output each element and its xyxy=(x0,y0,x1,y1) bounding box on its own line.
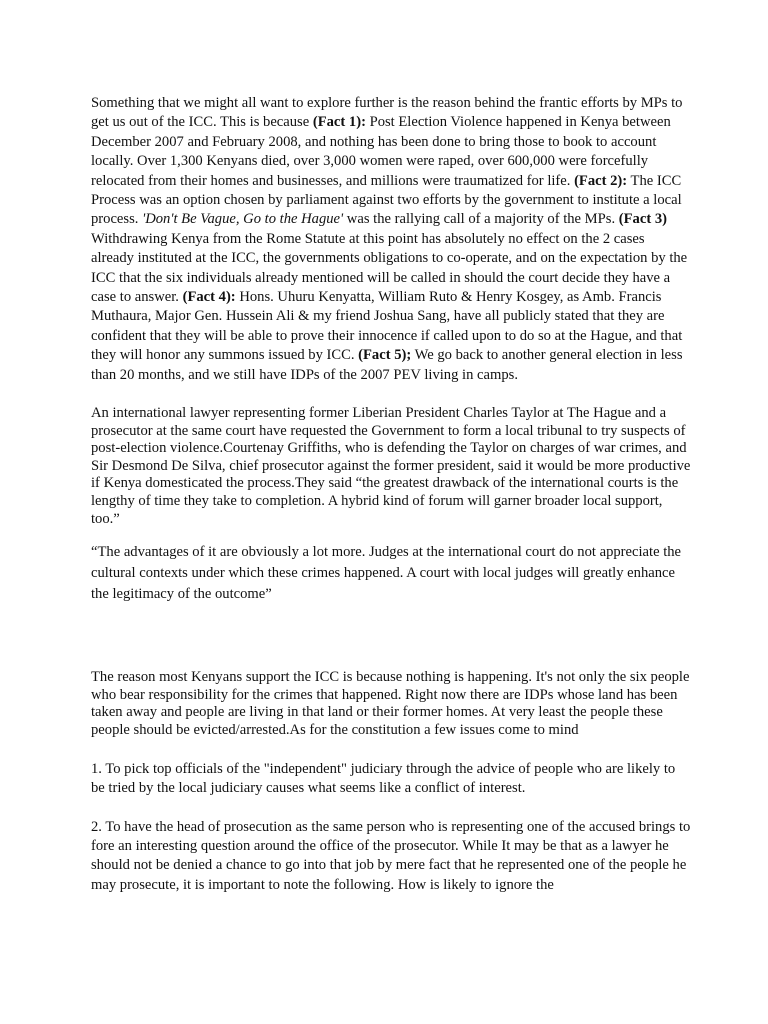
paragraph-advantages-quote: “The advantages of it are obviously a lot more. Judges at the international court do not appreciate the cultural contexts under which these crimes happened. A court with local judges will greatly enhance the legitimacy of the outcome” xyxy=(91,544,682,603)
document-page xyxy=(91,94,691,895)
text-run: Post Election Violence happened in Kenya between December 2007 and February 2008, and nothing has been done to bring those to book to account locally. Over 1,300 Kenyans died, over 3,000 women were raped, over 600,000 were forcefully relocated from their homes and businesses, and millions were traumatized for life. xyxy=(91,114,671,189)
paragraph-point-2: 2. To have the head of prosecution as the same person who is representing one of the accused brings to fore an interesting question around the office of the prosecutor. While It may be that as a lawyer he should not be denied a chance to go into that job by mere fact that he represented one of the people he may prosecute, it is important to note the following. How is likely to ignore the xyxy=(91,818,691,893)
fact-1-label: (Fact 1): xyxy=(312,114,366,131)
text-run: The ICC Process was an option chosen by parliament against two efforts by the government to institute a local process. xyxy=(91,172,682,228)
paragraph-point-1: 1. To pick top officials of the "independent" judiciary through the advice of people who are likely to be tried by the local judiciary causes what seems like a conflict of interest. xyxy=(91,760,676,796)
paragraph-kenyans-support: The reason most Kenyans support the ICC is because nothing is happening. It's not only the six people who bear responsibility for the crimes that happened. Right now there are IDPs whose land has been taken away and people are living in that land or their former homes. At very least the people these people should be evicted/arrested.As for the constitution a few issues come to mind xyxy=(91,669,690,739)
paragraph-lawyer-tribunal: An international lawyer representing former Liberian President Charles Taylor at The Hague and a prosecutor at the same court have requested the Government to form a local tribunal to try suspects of post-election violence.Courtenay Griffiths, who is defending the Taylor on charges of war crimes, and Sir Desmond De Silva, chief prosecutor against the former president, said it would be more productive if Kenya domesticated the process.They said “the greatest drawback of the international courts is the lengthy of time they take to completion. A hybrid kind of forum will garner broader local support, too.” xyxy=(91,405,691,527)
text-run: Hons. Uhuru Kenyatta, William Ruto & Henry Kosgey, as Amb. Francis Muthaura, Major Gen. Hussein Ali & my friend Joshua Sang, have all publicly stated that they are confident that they will be able to prove their innocence if called upon to do so at the Hague, and that they will honor any summons issued by ICC. xyxy=(91,289,683,364)
fact-2-label: (Fact 2): xyxy=(574,172,628,189)
text-run: Something that we might all want to explore further is the reason behind the frantic efforts by MPs to get us out of the ICC. This is because xyxy=(91,95,683,131)
fact-3-label: (Fact 3) xyxy=(618,211,667,228)
paragraph-facts xyxy=(91,94,691,385)
text-run: Withdrawing Kenya from the Rome Statute at this point has absolutely no effect on the 2 cases already instituted at the ICC, the governments obligations to co-operate, and on the expectation by the ICC that the six individuals already mentioned will be called in should the court decide they have a case to answer. xyxy=(91,230,688,306)
text-run: We go back to another general election in less than 20 months, and we still have IDPs of the 2007 PEV living in camps. xyxy=(91,347,683,383)
text-run: was the rallying call of a majority of the MPs. xyxy=(343,211,619,228)
fact-5-label: (Fact 5); xyxy=(358,347,412,364)
fact-4-label: (Fact 4): xyxy=(182,289,236,306)
rallying-call-quote: 'Don't Be Vague, Go to the Hague' xyxy=(142,211,344,228)
